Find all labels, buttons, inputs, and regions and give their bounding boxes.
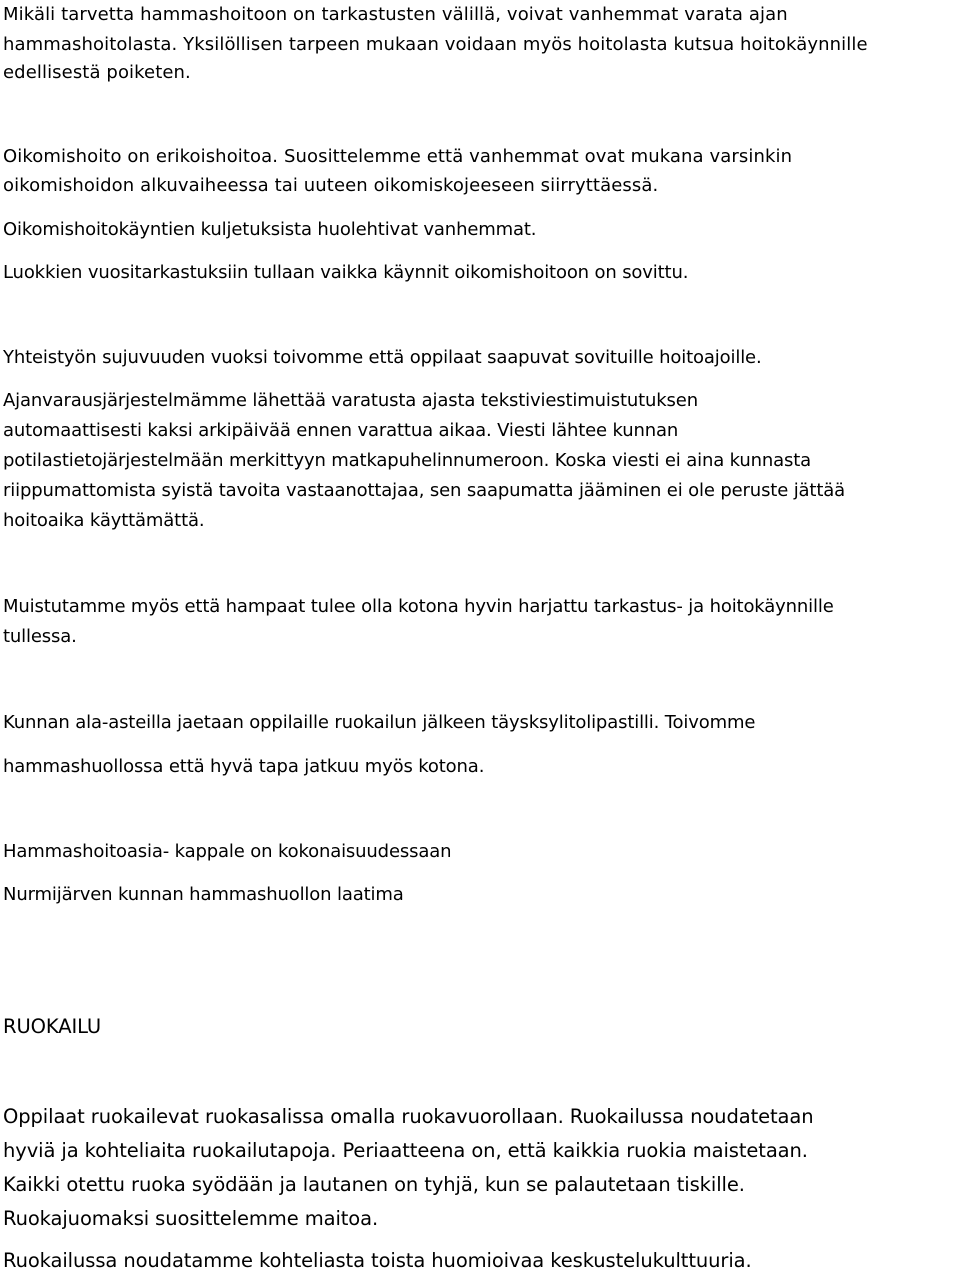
text-line: riippumattomista syistä tavoita vastaanottajaa, sen saapumatta jääminen ei ole peruste jättää: [3, 480, 846, 501]
text-line: Oppilaat ruokailevat ruokasalissa omalla ruokavuorollaan. Ruokailussa noudatetaan: [3, 1105, 814, 1128]
text-line: hammashuollossa että hyvä tapa jatkuu myös kotona.: [3, 756, 485, 777]
text-line: edellisestä poiketen.: [3, 62, 191, 83]
text-line: oikomishoidon alkuvaiheessa tai uuteen oikomiskojeeseen siirryttäessä.: [3, 175, 659, 196]
text-line: Kunnan ala-asteilla jaetaan oppilaille ruokailun jälkeen täysksylitolipastilli. Toivomme: [3, 712, 756, 733]
text-line: Ajanvarausjärjestelmämme lähettää varatusta ajasta tekstiviestimuistutuksen: [3, 390, 698, 411]
text-line: Muistutamme myös että hampaat tulee olla kotona hyvin harjattu tarkastus- ja hoitokäynnille: [3, 596, 834, 617]
text-line: Hammashoitoasia- kappale on kokonaisuudessaan: [3, 841, 452, 862]
text-line: hyviä ja kohteliaita ruokailutapoja. Periaatteena on, että kaikkia ruokia maistetaan.: [3, 1139, 808, 1162]
text-line: hoitoaika käyttämättä.: [3, 510, 205, 531]
section-heading: RUOKAILU: [3, 1015, 102, 1038]
text-line: Nurmijärven kunnan hammashuollon laatima: [3, 884, 404, 905]
text-line: Ruokajuomaksi suosittelemme maitoa.: [3, 1207, 379, 1230]
text-line: Ruokailussa noudatamme kohteliasta toista huomioivaa keskustelukulttuuria.: [3, 1249, 752, 1272]
text-line: Mikäli tarvetta hammashoitoon on tarkastusten välillä, voivat vanhemmat varata ajan: [3, 4, 788, 25]
text-line: Yhteistyön sujuvuuden vuoksi toivomme että oppilaat saapuvat sovituille hoitoajoille.: [3, 347, 762, 368]
text-line: potilastietojärjestelmään merkittyyn matkapuhelinnumeroon. Koska viesti ei aina kunnasta: [3, 450, 812, 471]
text-line: Luokkien vuositarkastuksiin tullaan vaikka käynnit oikomishoitoon on sovittu.: [3, 262, 689, 283]
text-line: Oikomishoito on erikoishoitoa. Suosittelemme että vanhemmat ovat mukana varsinkin: [3, 146, 793, 167]
text-line: Kaikki otettu ruoka syödään ja lautanen on tyhjä, kun se palautetaan tiskille.: [3, 1173, 745, 1196]
text-line: tullessa.: [3, 626, 77, 647]
text-line: hammashoitolasta. Yksilöllisen tarpeen mukaan voidaan myös hoitolasta kutsua hoitokäynnille: [3, 34, 868, 55]
text-line: Oikomishoitokäyntien kuljetuksista huolehtivat vanhemmat.: [3, 219, 537, 240]
text-line: automaattisesti kaksi arkipäivää ennen varattua aikaa. Viesti lähtee kunnan: [3, 420, 679, 441]
